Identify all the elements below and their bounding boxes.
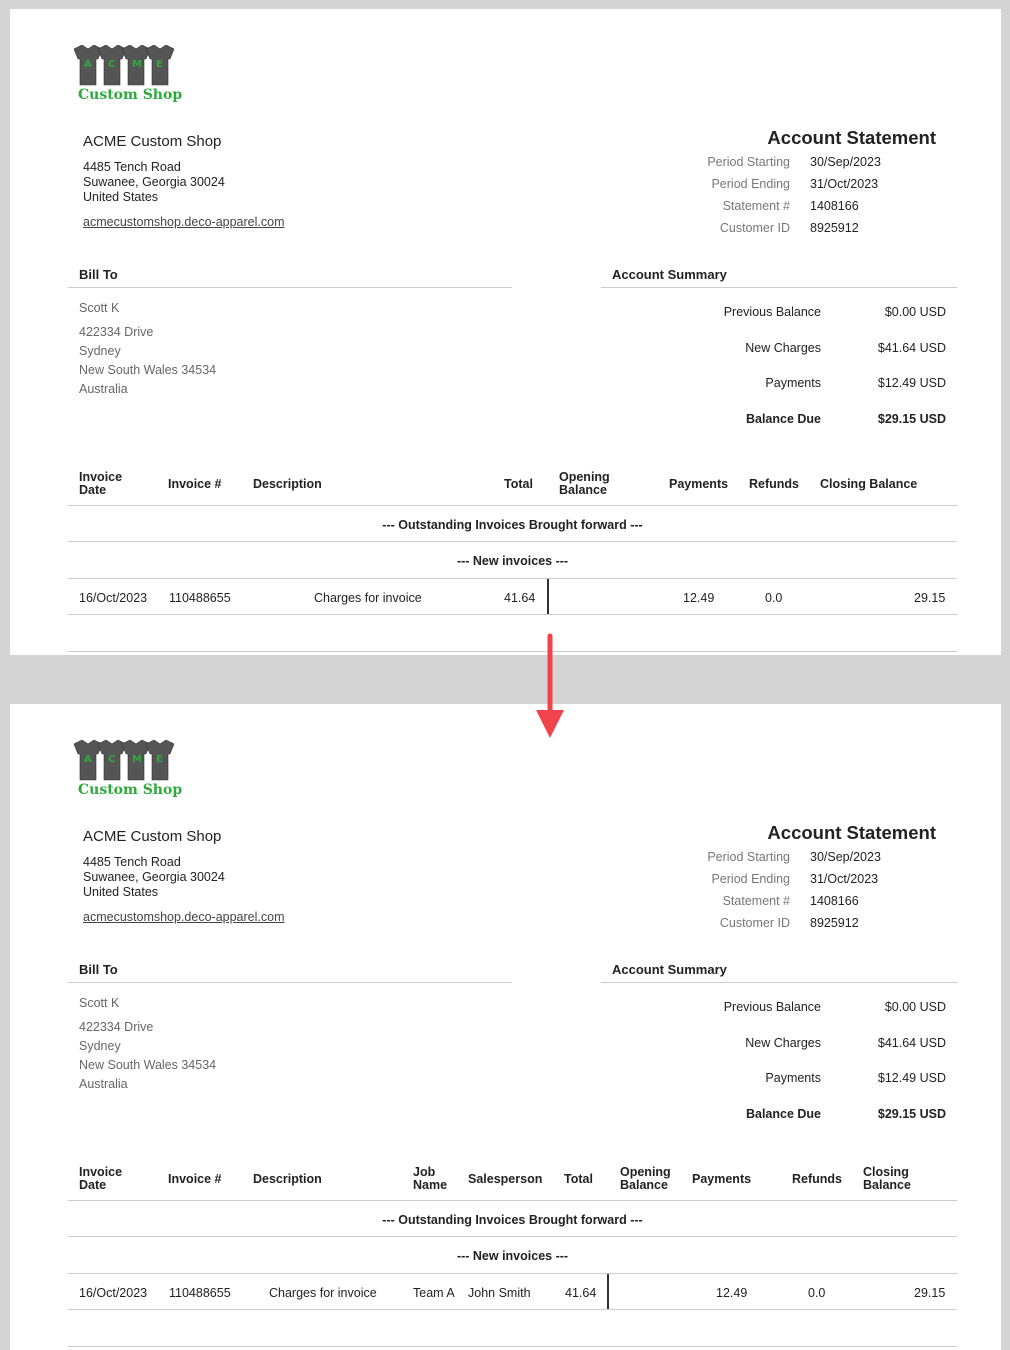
- summary-row: [650, 1071, 946, 1107]
- statement-title: Account Statement: [767, 127, 936, 148]
- svg-text:C: C: [108, 754, 116, 765]
- account-summary-heading: Account Summary: [612, 267, 727, 282]
- tshirt-logo-icon: [68, 740, 174, 784]
- svg-text:M: M: [132, 754, 142, 765]
- col-closing-balance: Closing Balance: [820, 477, 918, 491]
- statement-meta: [650, 155, 881, 243]
- meta-row: [650, 916, 881, 938]
- summary-value: $12.49 USD: [877, 1071, 946, 1085]
- company-website-link[interactable]: acmecustomshop.deco-apparel.com: [83, 215, 285, 229]
- summary-label: Payments: [765, 376, 821, 390]
- meta-row: [650, 177, 881, 199]
- cell-invoice-date: 16/Oct/2023: [79, 1286, 148, 1300]
- col-invoice-number: Invoice #: [168, 1172, 222, 1186]
- meta-value: 1408166: [810, 894, 859, 908]
- summary-label: Payments: [765, 1071, 821, 1085]
- col-refunds: Refunds: [749, 477, 799, 491]
- customer-name: Scott K: [79, 301, 120, 315]
- meta-value: 31/Oct/2023: [810, 177, 879, 191]
- balance-due-value: $29.15 USD: [877, 1106, 946, 1121]
- bill-line: Australia: [79, 382, 128, 396]
- balance-due-value: $29.15 USD: [877, 411, 946, 426]
- cell-refunds: 0.0: [808, 1286, 826, 1300]
- new-invoices-band: --- New invoices ---: [456, 1249, 569, 1263]
- account-summary: [650, 1000, 946, 1142]
- statement-meta: [650, 850, 881, 938]
- col-opening-balance: Opening Balance: [620, 1165, 671, 1192]
- bill-line: Australia: [79, 1077, 128, 1091]
- divider: [68, 1309, 957, 1310]
- summary-label: New Charges: [745, 1035, 821, 1050]
- meta-label: Period Ending: [711, 872, 790, 886]
- col-refunds: Refunds: [792, 1172, 842, 1186]
- divider: [68, 982, 512, 983]
- divider: [68, 1273, 957, 1274]
- summary-value: $0.00 USD: [884, 305, 946, 319]
- col-payments: Payments: [692, 1172, 752, 1186]
- cell-closing-balance: 29.15: [914, 591, 946, 605]
- meta-value: 31/Oct/2023: [810, 872, 879, 886]
- meta-row: [650, 199, 881, 221]
- company-name: ACME Custom Shop: [83, 828, 222, 845]
- svg-text:C: C: [108, 59, 116, 70]
- meta-value: 30/Sep/2023: [810, 155, 881, 169]
- logo-text: Custom Shop: [78, 87, 183, 103]
- svg-text:A: A: [84, 754, 92, 765]
- customer-name: Scott K: [79, 996, 120, 1010]
- divider: [68, 651, 957, 652]
- address-line: Suwanee, Georgia 30024: [83, 175, 225, 189]
- address-line: Suwanee, Georgia 30024: [83, 870, 225, 884]
- summary-label: New Charges: [745, 340, 821, 355]
- meta-row: [650, 221, 881, 243]
- cell-invoice-number[interactable]: 110488655: [169, 1286, 231, 1300]
- meta-value: 8925912: [810, 916, 859, 930]
- meta-row: [650, 850, 881, 872]
- cell-total: 41.64: [565, 1286, 597, 1300]
- balance-due-row: [650, 412, 946, 448]
- address-line: 4485 Tench Road: [83, 855, 181, 869]
- cell-salesperson: John Smith: [468, 1286, 531, 1300]
- svg-text:E: E: [156, 754, 163, 765]
- divider: [68, 505, 957, 506]
- col-invoice-number: Invoice #: [168, 477, 222, 491]
- address-line: United States: [83, 885, 159, 899]
- bill-line: New South Wales 34534: [79, 363, 217, 377]
- meta-label: Period Ending: [711, 177, 790, 191]
- bill-to-heading: Bill To: [79, 962, 118, 977]
- cell-payments: 12.49: [683, 591, 715, 605]
- outstanding-band: --- Outstanding Invoices Brought forward ---: [382, 518, 643, 532]
- company-address: [83, 160, 225, 205]
- account-summary-heading: Account Summary: [612, 962, 727, 977]
- bill-line: Sydney: [79, 344, 121, 358]
- meta-row: [650, 894, 881, 916]
- svg-text:A: A: [84, 59, 92, 70]
- divider: [68, 1236, 957, 1237]
- summary-row: [650, 1036, 946, 1072]
- outstanding-band: --- Outstanding Invoices Brought forward ---: [382, 1213, 643, 1227]
- account-summary: [650, 305, 946, 447]
- summary-value: $12.49 USD: [877, 376, 946, 390]
- summary-row: [650, 305, 946, 341]
- col-job-name: Job Name: [413, 1165, 448, 1192]
- svg-text:E: E: [156, 59, 163, 70]
- company-address: [83, 855, 225, 900]
- cell-description: Charges for invoice: [269, 1286, 377, 1300]
- summary-label: Balance Due: [745, 411, 821, 426]
- divider: [68, 287, 512, 288]
- bill-to-address: [79, 299, 216, 399]
- cell-description: Charges for invoice: [314, 591, 422, 605]
- new-invoices-band: --- New invoices ---: [456, 554, 569, 568]
- summary-label: Balance Due: [745, 1106, 821, 1121]
- meta-label: Customer ID: [719, 221, 790, 235]
- logo: [68, 45, 183, 107]
- divider: [601, 287, 957, 288]
- bill-line: 422334 Drive: [79, 325, 154, 339]
- divider: [68, 541, 957, 542]
- meta-label: Period Starting: [707, 850, 790, 864]
- bill-line: Sydney: [79, 1039, 121, 1053]
- balance-due-row: [650, 1107, 946, 1143]
- cell-total: 41.64: [504, 591, 536, 605]
- meta-label: Statement #: [722, 894, 790, 908]
- bill-to-address: [79, 994, 216, 1094]
- col-closing-balance: Closing Balance: [863, 1165, 911, 1192]
- cell-refunds: 0.0: [765, 591, 783, 605]
- company-website-link[interactable]: acmecustomshop.deco-apparel.com: [83, 910, 285, 924]
- col-description: Description: [253, 477, 322, 491]
- bill-line: New South Wales 34534: [79, 1058, 217, 1072]
- tshirt-logo-icon: [68, 45, 174, 89]
- summary-label: Previous Balance: [723, 1000, 821, 1014]
- statement-after: [10, 704, 1001, 1350]
- opening-balance-marker: [547, 579, 549, 614]
- divider: [68, 1346, 957, 1347]
- meta-value: 1408166: [810, 199, 859, 213]
- divider: [68, 578, 957, 579]
- meta-value: 30/Sep/2023: [810, 850, 881, 864]
- col-invoice-date: Invoice Date: [79, 1165, 123, 1192]
- meta-value: 8925912: [810, 221, 859, 235]
- address-line: 4485 Tench Road: [83, 160, 181, 174]
- meta-row: [650, 155, 881, 177]
- divider: [601, 982, 957, 983]
- col-payments: Payments: [669, 477, 729, 491]
- col-total: Total: [504, 477, 533, 491]
- arrow-down-icon: [536, 632, 564, 742]
- cell-invoice-number[interactable]: 110488655: [169, 591, 231, 605]
- logo-text: Custom Shop: [78, 782, 183, 798]
- summary-row: [650, 376, 946, 412]
- summary-row: [650, 1000, 946, 1036]
- statement-title: Account Statement: [767, 822, 936, 843]
- logo: [68, 740, 183, 802]
- cell-job-name: Team A: [413, 1286, 455, 1300]
- opening-balance-marker: [607, 1274, 609, 1309]
- col-invoice-date: Invoice Date: [79, 470, 123, 497]
- summary-value: $0.00 USD: [884, 1000, 946, 1014]
- statement-before: [10, 9, 1001, 655]
- svg-text:M: M: [132, 59, 142, 70]
- divider: [68, 1200, 957, 1201]
- meta-label: Customer ID: [719, 916, 790, 930]
- meta-label: Period Starting: [707, 155, 790, 169]
- summary-row: [650, 341, 946, 377]
- divider: [68, 614, 957, 615]
- col-description: Description: [253, 1172, 322, 1186]
- summary-label: Previous Balance: [723, 305, 821, 319]
- col-salesperson: Salesperson: [468, 1172, 543, 1186]
- address-line: United States: [83, 190, 159, 204]
- col-opening-balance: Opening Balance: [559, 470, 610, 497]
- company-name: ACME Custom Shop: [83, 133, 222, 150]
- bill-to-heading: Bill To: [79, 267, 118, 282]
- cell-invoice-date: 16/Oct/2023: [79, 591, 148, 605]
- summary-value: $41.64 USD: [877, 340, 946, 355]
- col-total: Total: [564, 1172, 593, 1186]
- summary-value: $41.64 USD: [877, 1035, 946, 1050]
- bill-line: 422334 Drive: [79, 1020, 154, 1034]
- cell-payments: 12.49: [716, 1286, 748, 1300]
- meta-label: Statement #: [722, 199, 790, 213]
- cell-closing-balance: 29.15: [914, 1286, 946, 1300]
- meta-row: [650, 872, 881, 894]
